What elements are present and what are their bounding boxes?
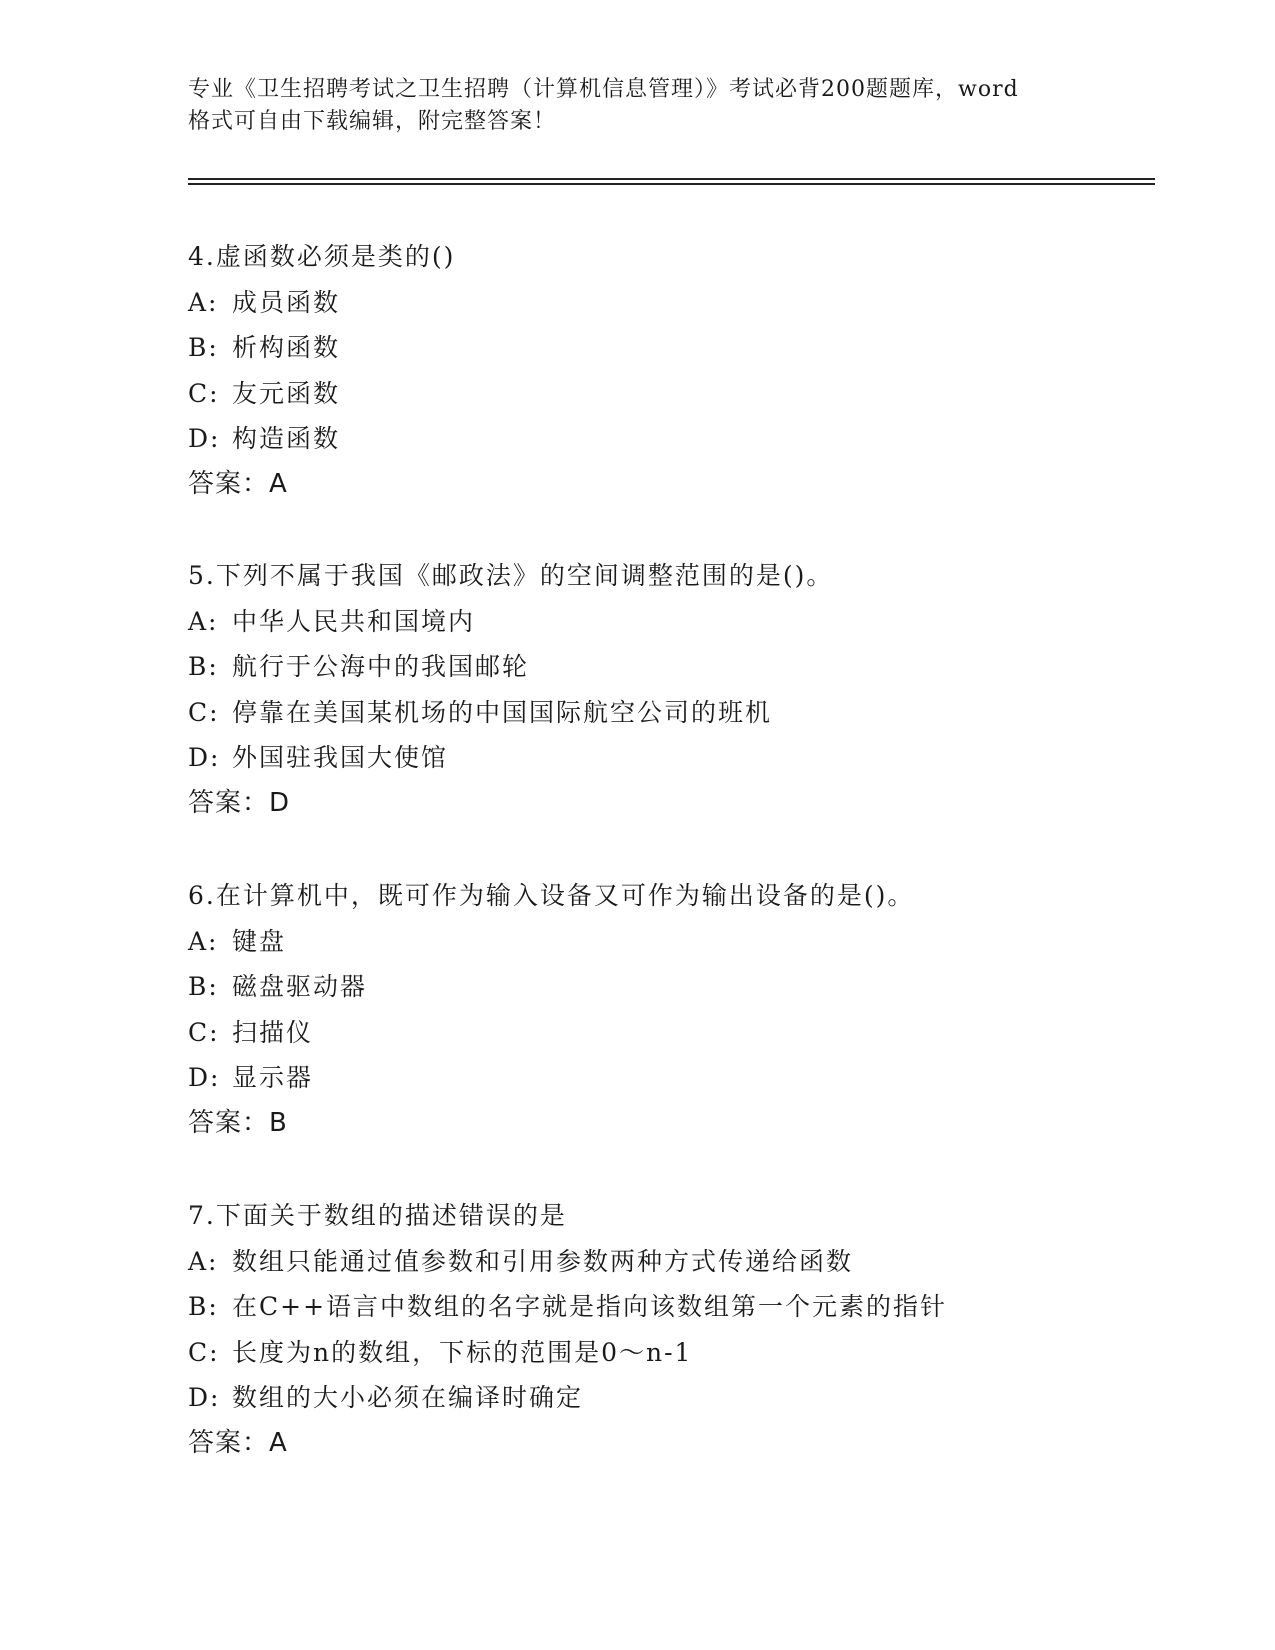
option-letter: D: bbox=[188, 743, 221, 772]
header-line-2: 格式可自由下载编辑，附完整答案！ bbox=[188, 109, 557, 134]
answer-line: 答案：A bbox=[188, 468, 288, 499]
option-b bbox=[188, 1284, 1148, 1330]
option-d bbox=[188, 416, 1148, 462]
option-text: 友元函数 bbox=[232, 378, 341, 408]
option-a bbox=[188, 599, 1148, 645]
answer-line: 答案：D bbox=[188, 787, 291, 818]
option-text: 在C++语言中数组的名字就是指向该数组第一个元素的指针 bbox=[232, 1292, 948, 1321]
option-text: 停靠在美国某机场的中国国际航空公司的班机 bbox=[232, 697, 773, 727]
option-text: 显示器 bbox=[232, 1063, 314, 1092]
option-letter: C: bbox=[188, 1337, 220, 1367]
option-text: 数组只能通过值参数和引用参数两种方式传递给函数 bbox=[232, 1246, 854, 1276]
option-c bbox=[188, 690, 1148, 736]
option-c bbox=[188, 1010, 1148, 1056]
option-text: 航行于公海中的我国邮轮 bbox=[232, 652, 530, 681]
option-d bbox=[188, 1055, 1148, 1101]
option-letter: C: bbox=[188, 378, 220, 408]
option-letter: C: bbox=[188, 1017, 220, 1047]
header-divider-bottom bbox=[188, 183, 1155, 185]
option-letter: A: bbox=[188, 287, 219, 317]
option-letter: A: bbox=[188, 606, 219, 636]
option-text: 磁盘驱动器 bbox=[232, 972, 368, 1001]
option-text: 构造函数 bbox=[232, 424, 341, 453]
option-c bbox=[188, 1330, 1148, 1376]
option-a bbox=[188, 919, 1148, 965]
option-text: 成员函数 bbox=[232, 287, 341, 317]
option-text: 中华人民共和国境内 bbox=[232, 606, 476, 636]
question-block bbox=[188, 234, 1148, 507]
option-letter: A: bbox=[188, 1246, 219, 1276]
option-c bbox=[188, 371, 1148, 417]
option-text: 析构函数 bbox=[232, 333, 341, 362]
option-a bbox=[188, 1239, 1148, 1285]
option-a bbox=[188, 280, 1148, 326]
question-block bbox=[188, 1193, 1148, 1466]
option-letter: C: bbox=[188, 697, 220, 727]
option-letter: D: bbox=[188, 424, 221, 453]
document-header bbox=[188, 74, 1088, 138]
option-letter: B: bbox=[188, 333, 219, 362]
option-text: 数组的大小必须在编译时确定 bbox=[232, 1383, 584, 1412]
question-title: 4.虚函数必须是类的() bbox=[188, 242, 456, 271]
option-text: 键盘 bbox=[232, 926, 287, 956]
question-title: 7.下面关于数组的描述错误的是 bbox=[188, 1201, 567, 1230]
option-b bbox=[188, 325, 1148, 371]
option-letter: D: bbox=[188, 1063, 221, 1092]
option-text: 长度为n的数组，下标的范围是0～n-1 bbox=[232, 1337, 693, 1367]
option-letter: A: bbox=[188, 926, 219, 956]
option-b bbox=[188, 644, 1148, 690]
option-text: 扫描仪 bbox=[232, 1017, 314, 1047]
option-letter: B: bbox=[188, 1292, 219, 1321]
header-divider-top bbox=[188, 178, 1155, 180]
question-block bbox=[188, 873, 1148, 1146]
question-title: 5.下列不属于我国《邮政法》的空间调整范围的是()。 bbox=[188, 561, 834, 590]
header-line-1: 专业《卫生招聘考试之卫生招聘（计算机信息管理）》考试必背200题题库，word bbox=[188, 77, 1019, 102]
question-title: 6.在计算机中，既可作为输入设备又可作为输出设备的是()。 bbox=[188, 881, 915, 910]
option-b bbox=[188, 964, 1148, 1010]
answer-line: 答案：B bbox=[188, 1107, 288, 1138]
answer-line: 答案：A bbox=[188, 1427, 288, 1458]
question-block bbox=[188, 553, 1148, 826]
option-text: 外国驻我国大使馆 bbox=[232, 743, 449, 772]
option-d bbox=[188, 1375, 1148, 1421]
option-d bbox=[188, 735, 1148, 781]
option-letter: D: bbox=[188, 1383, 221, 1412]
option-letter: B: bbox=[188, 652, 219, 681]
option-letter: B: bbox=[188, 972, 219, 1001]
